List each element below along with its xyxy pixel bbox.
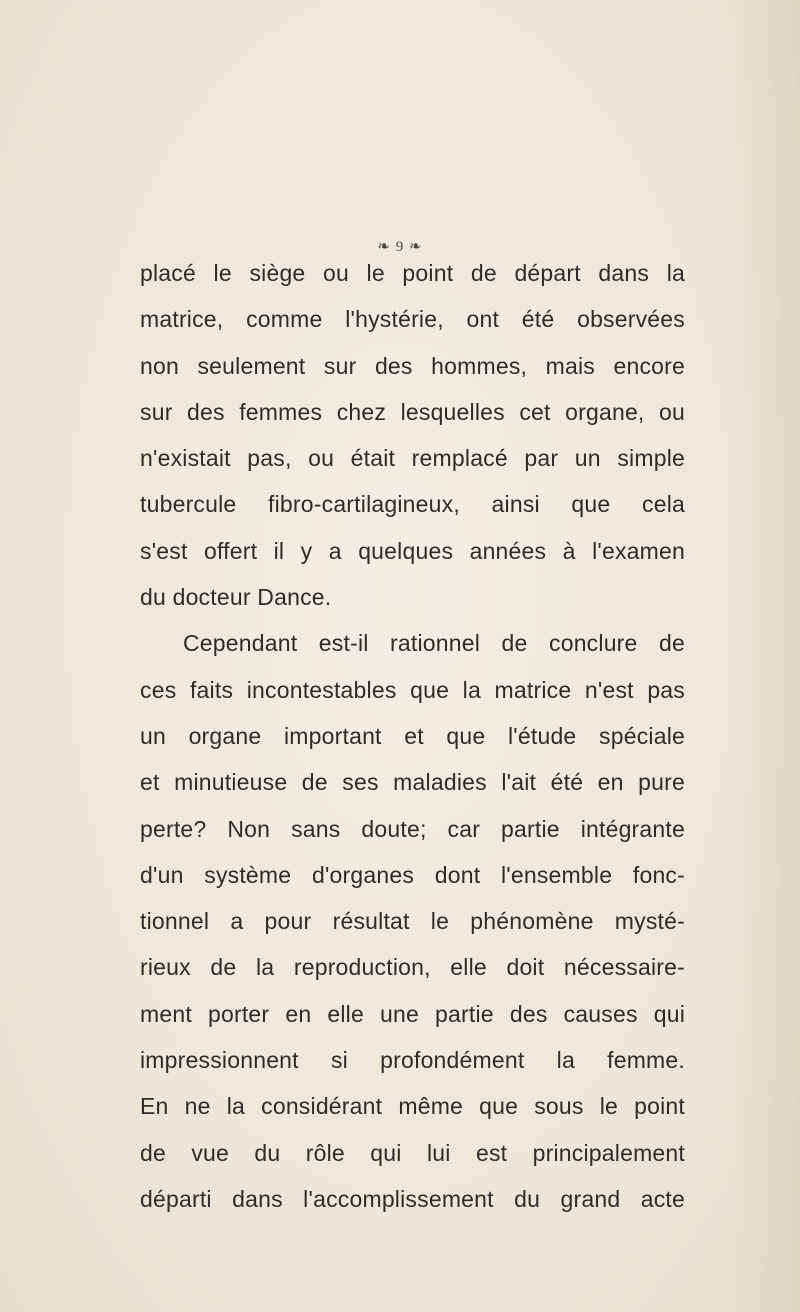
text-line: du docteur Dance. xyxy=(140,584,332,611)
text-line: rieux de la reproduction, elle doit nécessaire- xyxy=(140,954,685,981)
text-line: d'un système d'organes dont l'ensemble fonc- xyxy=(140,861,685,888)
text-line: n'existait pas, ou était remplacé par un simple xyxy=(140,445,685,472)
text-line: tubercule fibro-cartilagineux, ainsi que cela xyxy=(140,491,685,518)
text-line: tionnel a pour résultat le phénomène mysté- xyxy=(140,908,685,935)
text-line: départi dans l'accomplissement du grand acte xyxy=(140,1185,685,1212)
text-line: s'est offert il y a quelques années à l'examen xyxy=(140,537,685,564)
text-line: ces faits incontestables que la matrice n'est pas xyxy=(140,676,685,703)
text-line: de vue du rôle qui lui est principalement xyxy=(140,1139,685,1166)
text-line: perte? Non sans doute; car partie intégrante xyxy=(140,815,685,842)
text-line: ment porter en elle une partie des causes qui xyxy=(140,1000,685,1027)
text-line: et minutieuse de ses maladies l'ait été en pure xyxy=(140,769,685,796)
text-line: Cependant est-il rationnel de conclure de xyxy=(183,630,685,657)
text-line: impressionnent si profondément la femme. xyxy=(140,1047,685,1074)
text-line: sur des femmes chez lesquelles cet organe, ou xyxy=(140,398,685,425)
page-number: ❧ 9 ❧ xyxy=(377,239,423,255)
text-line: En ne la considérant même que sous le point xyxy=(140,1093,685,1120)
text-line: non seulement sur des hommes, mais encore xyxy=(140,352,685,379)
body-text xyxy=(140,250,685,1222)
text-line: matrice, comme l'hystérie, ont été observées xyxy=(140,306,685,333)
text-line: placé le siège ou le point de départ dans la xyxy=(140,260,685,286)
text-line: un organe important et que l'étude spéciale xyxy=(140,722,685,749)
